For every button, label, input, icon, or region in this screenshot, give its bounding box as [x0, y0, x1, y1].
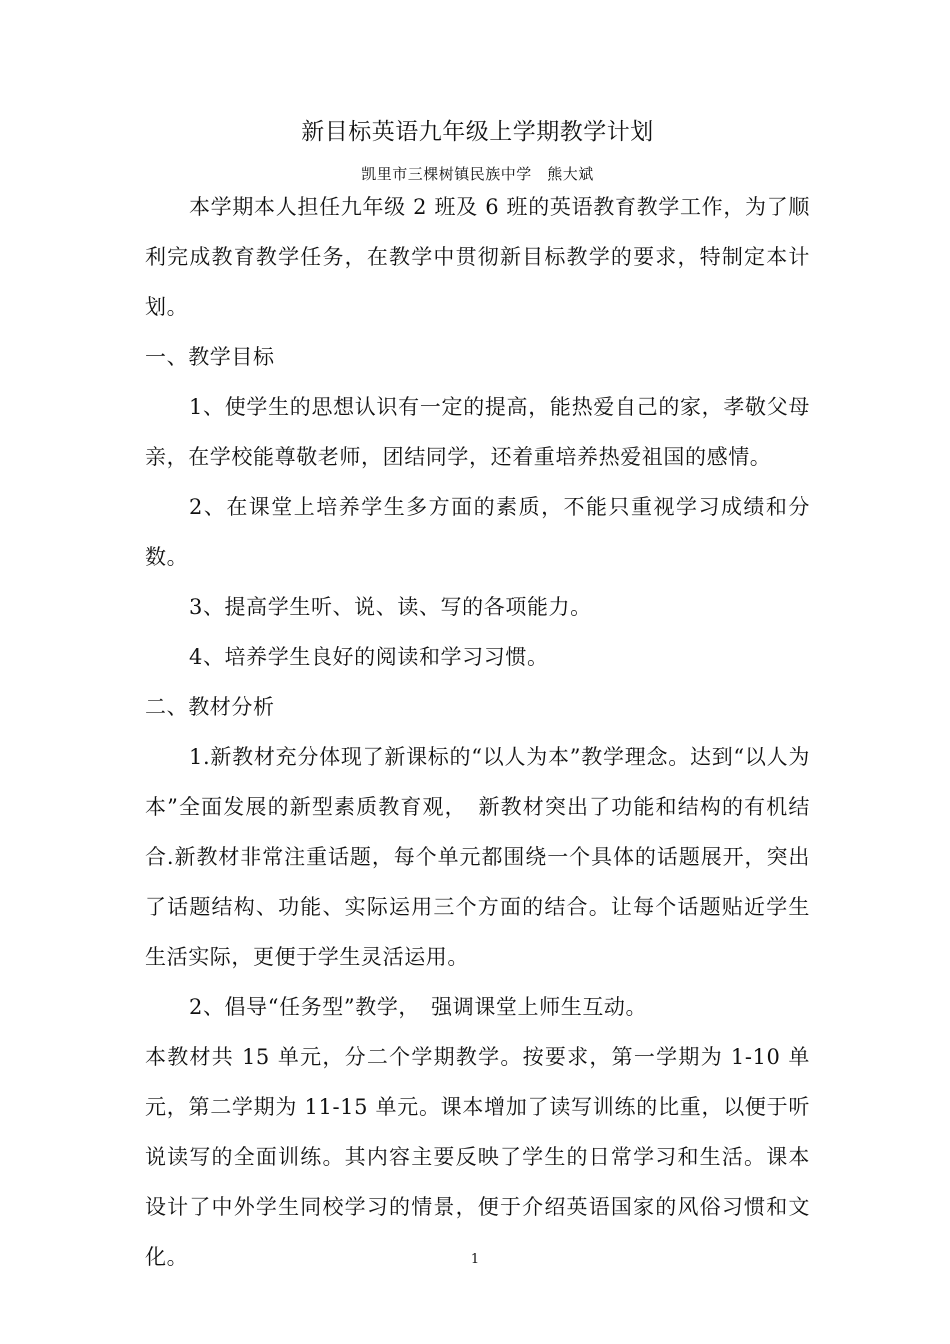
goal-item-1: 1、使学生的思想认识有一定的提高，能热爱自己的家，孝敬父母亲，在学校能尊敬老师，团结同学，还着重培养热爱祖国的感情。 — [145, 395, 810, 469]
analysis-item-1: 1.新教材充分体现了新课标的“以人为本”教学理念。达到“以人为本”全面发展的新型素质教育观， 新教材突出了功能和结构的有机结合.新教材非常注重话题，每个单元都围绕一个具体的话题展开，突出了话题结构、功能、实际运用三个方面的结合。让每个话题贴近学生生活实际，更便于学生灵活运用。 — [145, 745, 810, 969]
goal-item-2: 2、在课堂上培养学生多方面的素质，不能只重视学习成绩和分数。 — [145, 495, 810, 569]
analysis-closing-paragraph: 本教材共 15 单元，分二个学期教学。按要求，第一学期为 1-10 单元，第二学期为 11-15 单元。课本增加了读写训练的比重，以便于听说读写的全面训练。其内容主要反映了学生的日常学习和生活。课本设计了中外学生同校学习的情景，便于介绍英语国家的风俗习惯和文化。 — [145, 1045, 810, 1269]
author-line: 凯里市三棵树镇民族中学 熊大斌 — [361, 165, 594, 183]
document-title: 新目标英语九年级上学期教学计划 — [301, 119, 654, 145]
intro-paragraph: 本学期本人担任九年级 2 班及 6 班的英语教育教学工作，为了顺利完成教育教学任务，在教学中贯彻新目标教学的要求，特制定本计划。 — [145, 195, 810, 319]
section-heading-teaching-goals: 一、教学目标 — [145, 345, 275, 369]
section-heading-textbook-analysis: 二、教材分析 — [145, 695, 275, 719]
analysis-item-2: 2、倡导“任务型”教学， 强调课堂上师生互动。 — [189, 995, 648, 1019]
page-number: 1 — [470, 1252, 480, 1267]
goal-item-3: 3、提高学生听、说、读、写的各项能力。 — [189, 595, 592, 619]
document-body — [145, 112, 810, 1282]
goal-item-4: 4、培养学生良好的阅读和学习习惯。 — [189, 645, 549, 669]
